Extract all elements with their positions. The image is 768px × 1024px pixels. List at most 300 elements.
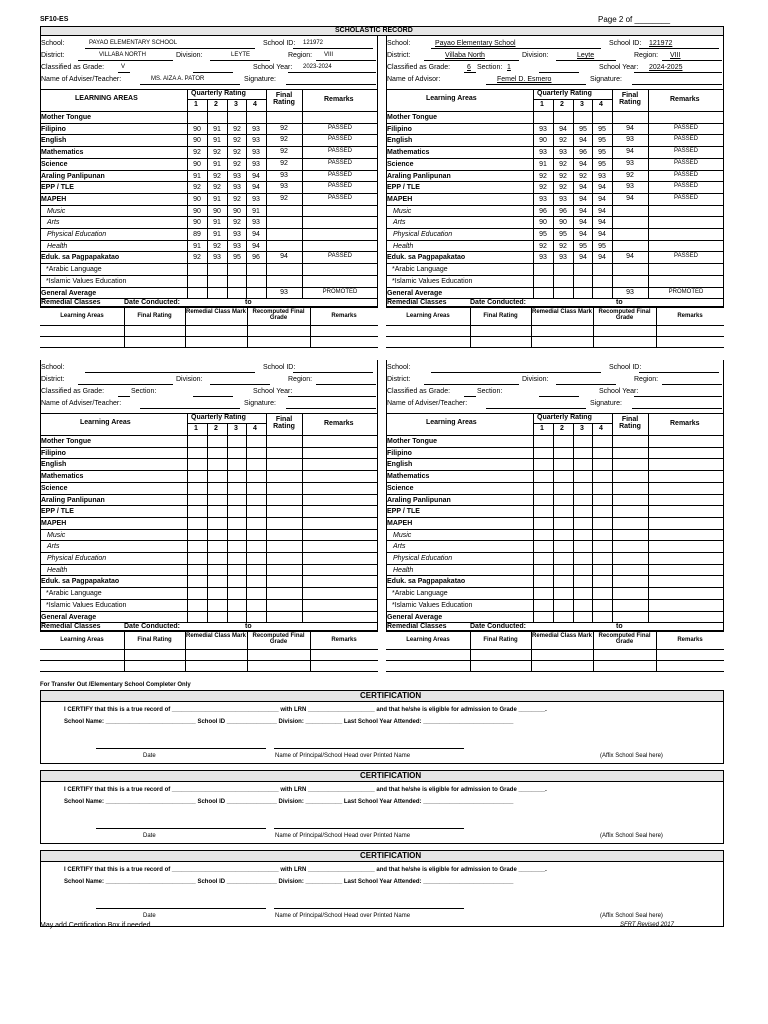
school-label: School: [41, 364, 65, 371]
rule-line [632, 84, 722, 85]
rule-line [40, 158, 378, 159]
rule-line [656, 307, 657, 347]
learning-area-name: Araling Panlipunan [41, 172, 105, 180]
quarter-grade: 93 [539, 195, 547, 203]
remedial-header: Recomputed Final Grade [252, 309, 305, 322]
learning-area-name: Mother Tongue [41, 438, 92, 445]
learning-area-name: Physical Education [47, 555, 107, 562]
quarter-grade: 92 [539, 172, 547, 180]
learning-area-name: Health [47, 566, 68, 574]
rule-line [40, 263, 378, 264]
learning-area-name: Physical Education [47, 231, 107, 238]
rule-line [40, 216, 378, 217]
quarter-grade: 92 [193, 184, 201, 192]
quarter-grade: 94 [579, 207, 587, 215]
rule-line [40, 575, 378, 576]
rule-line [40, 336, 378, 337]
quarter-grade: 89 [193, 231, 201, 238]
learning-area-name: *Islamic Values Education [392, 277, 473, 285]
date-label: Date [143, 753, 156, 759]
rule-line [40, 505, 378, 506]
rule-line [553, 99, 554, 298]
quarter-1-header: 1 [194, 101, 198, 108]
learning-area-name: Arts [47, 219, 60, 227]
footer-note: May add Certification Box if needed [40, 922, 151, 929]
certification-statement: I CERTIFY that this is a true record of ________________________________ with LRN ____________________ and that he/she is eligible for admission to Grade ________. [64, 867, 547, 873]
rule-line [246, 99, 247, 298]
rule-line [118, 396, 130, 397]
remedial-header: Learning Areas [60, 637, 104, 644]
rule-line [227, 99, 228, 298]
rule-line [266, 89, 267, 298]
quarter-grade: 92 [559, 172, 567, 180]
quarter-grade: 95 [233, 254, 241, 262]
final-rating-value: 93 [626, 159, 634, 167]
quarter-grade: 92 [233, 219, 241, 227]
quarter-grade: 91 [213, 219, 221, 227]
rule-line [40, 325, 378, 326]
final-rating-value: 94 [626, 148, 634, 156]
school-year-value: 2024-2025 [649, 64, 683, 71]
remedial-header: Final Rating [137, 313, 172, 320]
division-label: Division: [522, 376, 549, 383]
rule-line [40, 552, 378, 553]
district-value: Villaba North [445, 52, 485, 59]
remarks-value: PROMOTED [668, 288, 704, 295]
rule-line [592, 423, 593, 622]
district-label: District: [41, 376, 65, 383]
quarter-3-header: 3 [580, 101, 584, 108]
quarter-grade: 94 [579, 254, 587, 262]
grade-label: Classified as Grade: [41, 64, 105, 71]
quarter-grade: 94 [559, 125, 567, 133]
quarter-4-header: 4 [599, 101, 603, 108]
rule-line [553, 423, 554, 622]
rule-line [40, 275, 378, 276]
quarterly-rating-header: Quarterly Rating [537, 90, 592, 97]
quarter-grade: 90 [559, 219, 567, 227]
learning-area-name: Physical Education [393, 231, 453, 238]
adviser-value: Femel D. Esmero [497, 76, 552, 83]
rule-line [648, 413, 649, 622]
final-rating-header: Final Rating [273, 416, 295, 430]
learning-area-name: EPP / TLE [41, 508, 74, 516]
rule-line [288, 72, 376, 73]
remedial-header: Learning Areas [406, 637, 450, 644]
learning-area-name: English [41, 461, 67, 469]
quarter-grade: 91 [213, 137, 221, 145]
quarter-grade: 90 [213, 207, 221, 215]
rule-line [386, 134, 724, 135]
rule-line [288, 396, 376, 397]
school-id-label: School ID: [609, 40, 642, 47]
learning-area-name: Mathematics [387, 149, 430, 157]
quarter-grade: 90 [539, 137, 547, 145]
rule-line [96, 908, 266, 909]
learning-area-name: *Islamic Values Education [46, 601, 127, 609]
learning-area-name: Health [393, 566, 414, 574]
quarter-grade: 93 [559, 195, 567, 203]
rule-line [386, 517, 724, 518]
quarterly-rating-header: Quarterly Rating [537, 414, 592, 421]
learning-area-name: *Arabic Language [46, 266, 102, 274]
final-rating-value: 92 [280, 148, 288, 156]
school-year-label: School Year: [599, 64, 639, 71]
rule-line [424, 384, 519, 385]
certification-title: CERTIFICATION [360, 771, 422, 780]
rule-line [247, 307, 248, 347]
principal-label: Name of Principal/School Head over Printed Name [275, 753, 411, 759]
quarter-grade: 93 [233, 242, 241, 250]
rule-line [274, 908, 464, 909]
rule-line [316, 60, 376, 61]
quarter-grade: 93 [213, 254, 221, 262]
date-label: Date [143, 833, 156, 839]
rule-line [386, 111, 724, 112]
learning-area-name: Arts [393, 543, 406, 551]
rule-line [40, 134, 378, 135]
rule-line [386, 181, 724, 182]
rule-line [40, 146, 378, 147]
quarter-grade: 91 [193, 242, 201, 250]
quarter-grade: 91 [252, 207, 260, 215]
quarter-grade: 92 [213, 184, 221, 192]
final-rating-value: 93 [280, 288, 288, 296]
learning-area-name: Science [41, 160, 68, 168]
quarter-2-header: 2 [214, 101, 218, 108]
rule-line [293, 48, 373, 49]
learning-area-name: *Arabic Language [392, 590, 448, 598]
remarks-value: PASSED [674, 253, 698, 260]
region-label: Region: [288, 376, 313, 383]
rule-line [40, 671, 378, 672]
rule-line [40, 347, 378, 348]
learning-area-name: General Average [387, 613, 443, 621]
quarterly-rating-header: Quarterly Rating [191, 414, 246, 421]
date-conducted-label: Date Conducted: [470, 623, 526, 631]
to-label: to [616, 299, 623, 307]
school-id-label: School ID: [609, 364, 642, 371]
rule-line [464, 72, 476, 73]
quarter-grade: 91 [213, 160, 221, 168]
learning-area-name: Eduk. sa Pagpapakatao [41, 578, 120, 586]
rule-line [470, 307, 471, 347]
rule-line [531, 631, 532, 671]
quarter-grade: 93 [252, 160, 260, 168]
learning-area-name: MAPEH [387, 195, 413, 203]
remedial-header: Remarks [677, 637, 703, 644]
quarter-grade: 93 [539, 149, 547, 157]
rule-line [386, 575, 724, 576]
rule-line [662, 384, 722, 385]
rule-line [40, 458, 378, 459]
remedial-header: Remarks [677, 313, 703, 320]
rule-line [386, 307, 724, 308]
to-label: to [245, 623, 252, 631]
rule-line [386, 170, 724, 171]
rule-line [78, 384, 173, 385]
remedial-classes-label: Remedial Classes [41, 299, 101, 307]
learning-area-name: Eduk. sa Pagpapakatao [387, 254, 466, 262]
learning-area-name: Araling Panlipunan [387, 496, 451, 504]
rule-line [431, 372, 601, 373]
rule-line [386, 587, 724, 588]
quarter-grade: 93 [233, 231, 241, 238]
learning-area-name: Arts [393, 219, 406, 227]
quarter-grade: 90 [193, 219, 201, 227]
rule-line [266, 413, 267, 622]
learning-area-name: Science [387, 160, 414, 168]
rule-line [185, 307, 186, 347]
quarter-grade: 92 [213, 149, 221, 157]
rule-line [386, 494, 724, 495]
learning-area-name: Science [387, 484, 414, 492]
rule-line [96, 748, 266, 749]
grade-label: Classified as Grade: [387, 64, 451, 71]
rule-line [386, 470, 724, 471]
quarter-grade: 94 [252, 172, 260, 180]
rule-line [573, 423, 574, 622]
quarter-grade: 95 [598, 137, 606, 145]
rule-line [556, 60, 616, 61]
learning-area-name: MAPEH [41, 519, 67, 527]
quarter-grade: 95 [598, 160, 606, 168]
final-rating-value: 94 [626, 194, 634, 202]
rule-line [386, 263, 724, 264]
rule-line [302, 413, 303, 622]
rule-line [193, 72, 233, 73]
quarter-grade: 92 [233, 160, 241, 168]
final-rating-value: 94 [280, 253, 288, 261]
quarter-grade: 92 [559, 160, 567, 168]
learning-areas-header: Learning Areas [426, 419, 477, 426]
remarks-value: PASSED [674, 148, 698, 155]
rule-line [386, 275, 724, 276]
grade-label: Classified as Grade: [41, 388, 105, 395]
rule-line [593, 631, 594, 671]
rule-line [656, 631, 657, 671]
quarter-grade: 94 [579, 219, 587, 227]
quarter-grade: 95 [559, 231, 567, 238]
quarter-grade: 91 [213, 231, 221, 238]
rule-line [286, 84, 376, 85]
division-value: LEYTE [231, 52, 251, 58]
rule-line [386, 482, 724, 483]
certification-title: CERTIFICATION [360, 691, 422, 700]
rule-line [386, 158, 724, 159]
school-id-value: 121972 [303, 40, 324, 46]
scholastic-record-title: SCHOLASTIC RECORD [335, 27, 413, 34]
district-label: District: [387, 376, 411, 383]
rule-line [40, 649, 378, 650]
learning-area-name: Araling Panlipunan [387, 172, 451, 180]
rule-line [40, 205, 378, 206]
remedial-header: Recomputed Final Grade [252, 633, 305, 646]
rule-line [85, 48, 255, 49]
rule-line [40, 631, 378, 632]
rule-line [470, 631, 471, 671]
learning-area-name: Health [393, 242, 414, 250]
date-conducted-label: Date Conducted: [470, 299, 526, 307]
rule-line [40, 251, 378, 252]
rule-line [310, 631, 311, 671]
learning-area-name: Filipino [41, 125, 66, 133]
quarter-grade: 93 [252, 219, 260, 227]
rule-line [386, 146, 724, 147]
quarter-grade: 94 [598, 195, 606, 203]
transfer-note: For Transfer Out /Elementary School Completer Only [40, 682, 191, 688]
learning-area-name: Mother Tongue [387, 114, 438, 121]
quarter-grade: 94 [598, 254, 606, 262]
date-conducted-label: Date Conducted: [124, 623, 180, 631]
rule-line [40, 587, 378, 588]
quarter-grade: 92 [213, 172, 221, 180]
quarter-grade: 93 [539, 254, 547, 262]
final-rating-value: 92 [280, 194, 288, 202]
learning-area-name: English [41, 137, 67, 145]
final-rating-value: 92 [280, 159, 288, 167]
quarter-grade: 92 [539, 184, 547, 192]
learning-areas-header: Learning Areas [80, 419, 131, 426]
district-label: District: [41, 52, 65, 59]
quarter-grade: 91 [193, 172, 201, 180]
rule-line [40, 611, 378, 612]
school-name-value: PAYAO ELEMENTARY SCHOOL [89, 40, 178, 46]
rule-line [531, 307, 532, 347]
final-rating-value: 94 [626, 253, 634, 261]
remarks-value: PASSED [674, 136, 698, 143]
quarter-grade: 94 [252, 184, 260, 192]
quarter-3-header: 3 [234, 425, 238, 432]
rule-line [386, 123, 724, 124]
quarter-grade: 95 [598, 125, 606, 133]
signature-label: Signature: [590, 76, 622, 83]
school-label: School: [387, 364, 411, 371]
remedial-header: Remedial Class Mark [531, 633, 593, 640]
remedial-header: Learning Areas [60, 313, 104, 320]
rule-line [40, 599, 378, 600]
section-label: Section: [131, 388, 157, 395]
learning-area-name: General Average [41, 613, 97, 621]
section-label: Section: [477, 64, 503, 71]
rule-line [386, 564, 724, 565]
rule-line [40, 170, 378, 171]
quarter-grade: 90 [193, 207, 201, 215]
quarter-grade: 92 [233, 195, 241, 203]
region-label: Region: [634, 52, 659, 59]
school-year-label: School Year: [599, 388, 639, 395]
quarter-grade: 92 [193, 149, 201, 157]
signature-label: Signature: [590, 400, 622, 407]
rule-line [40, 193, 378, 194]
rule-line [556, 384, 616, 385]
learning-area-name: Science [41, 484, 68, 492]
quarter-2-header: 2 [214, 425, 218, 432]
rule-line [40, 564, 378, 565]
rule-line [639, 48, 719, 49]
certification-statement: I CERTIFY that this is a true record of ________________________________ with LRN ____________________ and that he/she is eligible for admission to Grade ________. [64, 787, 547, 793]
quarter-grade: 93 [233, 184, 241, 192]
quarter-grade: 93 [252, 137, 260, 145]
quarter-grade: 92 [233, 149, 241, 157]
school-id-value: 121972 [649, 40, 673, 47]
rule-line [316, 384, 376, 385]
rule-line [386, 671, 724, 672]
quarter-grade: 93 [252, 125, 260, 133]
certification-school-line: School Name: ___________________________ School ID _______________ Division: ___________ Last School Year Attended: ___________________________ [64, 879, 514, 885]
learning-area-name: General Average [41, 289, 97, 297]
quarter-1-header: 1 [540, 101, 544, 108]
rule-line [40, 517, 378, 518]
rule-line [634, 72, 722, 73]
remedial-header: Remedial Class Mark [531, 309, 593, 316]
remarks-value: PASSED [328, 194, 352, 201]
quarter-grade: 95 [598, 242, 606, 250]
quarter-grade: 92 [233, 137, 241, 145]
learning-area-name: MAPEH [387, 519, 413, 527]
quarter-grade: 90 [193, 195, 201, 203]
quarter-grade: 94 [579, 231, 587, 238]
remarks-header: Remarks [324, 420, 354, 427]
to-label: to [245, 299, 252, 307]
district-value: VILLABA NORTH [99, 52, 146, 58]
rule-line [592, 99, 593, 298]
rule-line [40, 228, 378, 229]
quarter-grade: 94 [579, 137, 587, 145]
rule-line [85, 372, 255, 373]
quarter-grade: 93 [559, 254, 567, 262]
school-name-value: Payao Elementary School [435, 40, 516, 47]
quarter-grade: 91 [213, 195, 221, 203]
rule-line [486, 408, 586, 409]
quarter-grade: 92 [559, 137, 567, 145]
learning-area-name: General Average [387, 289, 443, 297]
rule-line [533, 89, 534, 298]
rule-line [662, 60, 722, 61]
remedial-header: Remedial Class Mark [185, 309, 247, 316]
rule-line [40, 181, 378, 182]
quarter-grade: 91 [213, 125, 221, 133]
rule-line [193, 396, 233, 397]
rule-line [648, 89, 649, 298]
learning-area-name: English [387, 137, 413, 145]
rule-line [274, 828, 464, 829]
quarter-grade: 94 [579, 184, 587, 192]
learning-area-name: Araling Panlipunan [41, 496, 105, 504]
remarks-value: PASSED [328, 148, 352, 155]
learning-area-name: Health [47, 242, 68, 250]
quarter-2-header: 2 [560, 101, 564, 108]
rule-line [96, 828, 266, 829]
quarter-grade: 93 [252, 149, 260, 157]
quarter-grade: 90 [539, 219, 547, 227]
rule-line [207, 99, 208, 298]
revision-label: SFRT Revised 2017 [620, 922, 674, 928]
remedial-header: Final Rating [137, 637, 172, 644]
quarter-grade: 94 [579, 195, 587, 203]
rule-line [140, 84, 240, 85]
learning-area-name: Music [393, 531, 412, 539]
rule-line [386, 228, 724, 229]
remedial-header: Remarks [331, 313, 357, 320]
school-label: School: [41, 40, 65, 47]
quarter-1-header: 1 [540, 425, 544, 432]
learning-area-name: Physical Education [393, 555, 453, 562]
remedial-header: Remedial Class Mark [185, 633, 247, 640]
quarter-grade: 96 [539, 207, 547, 215]
quarter-4-header: 4 [253, 425, 257, 432]
learning-areas-header: LEARNING AREAS [75, 95, 138, 102]
